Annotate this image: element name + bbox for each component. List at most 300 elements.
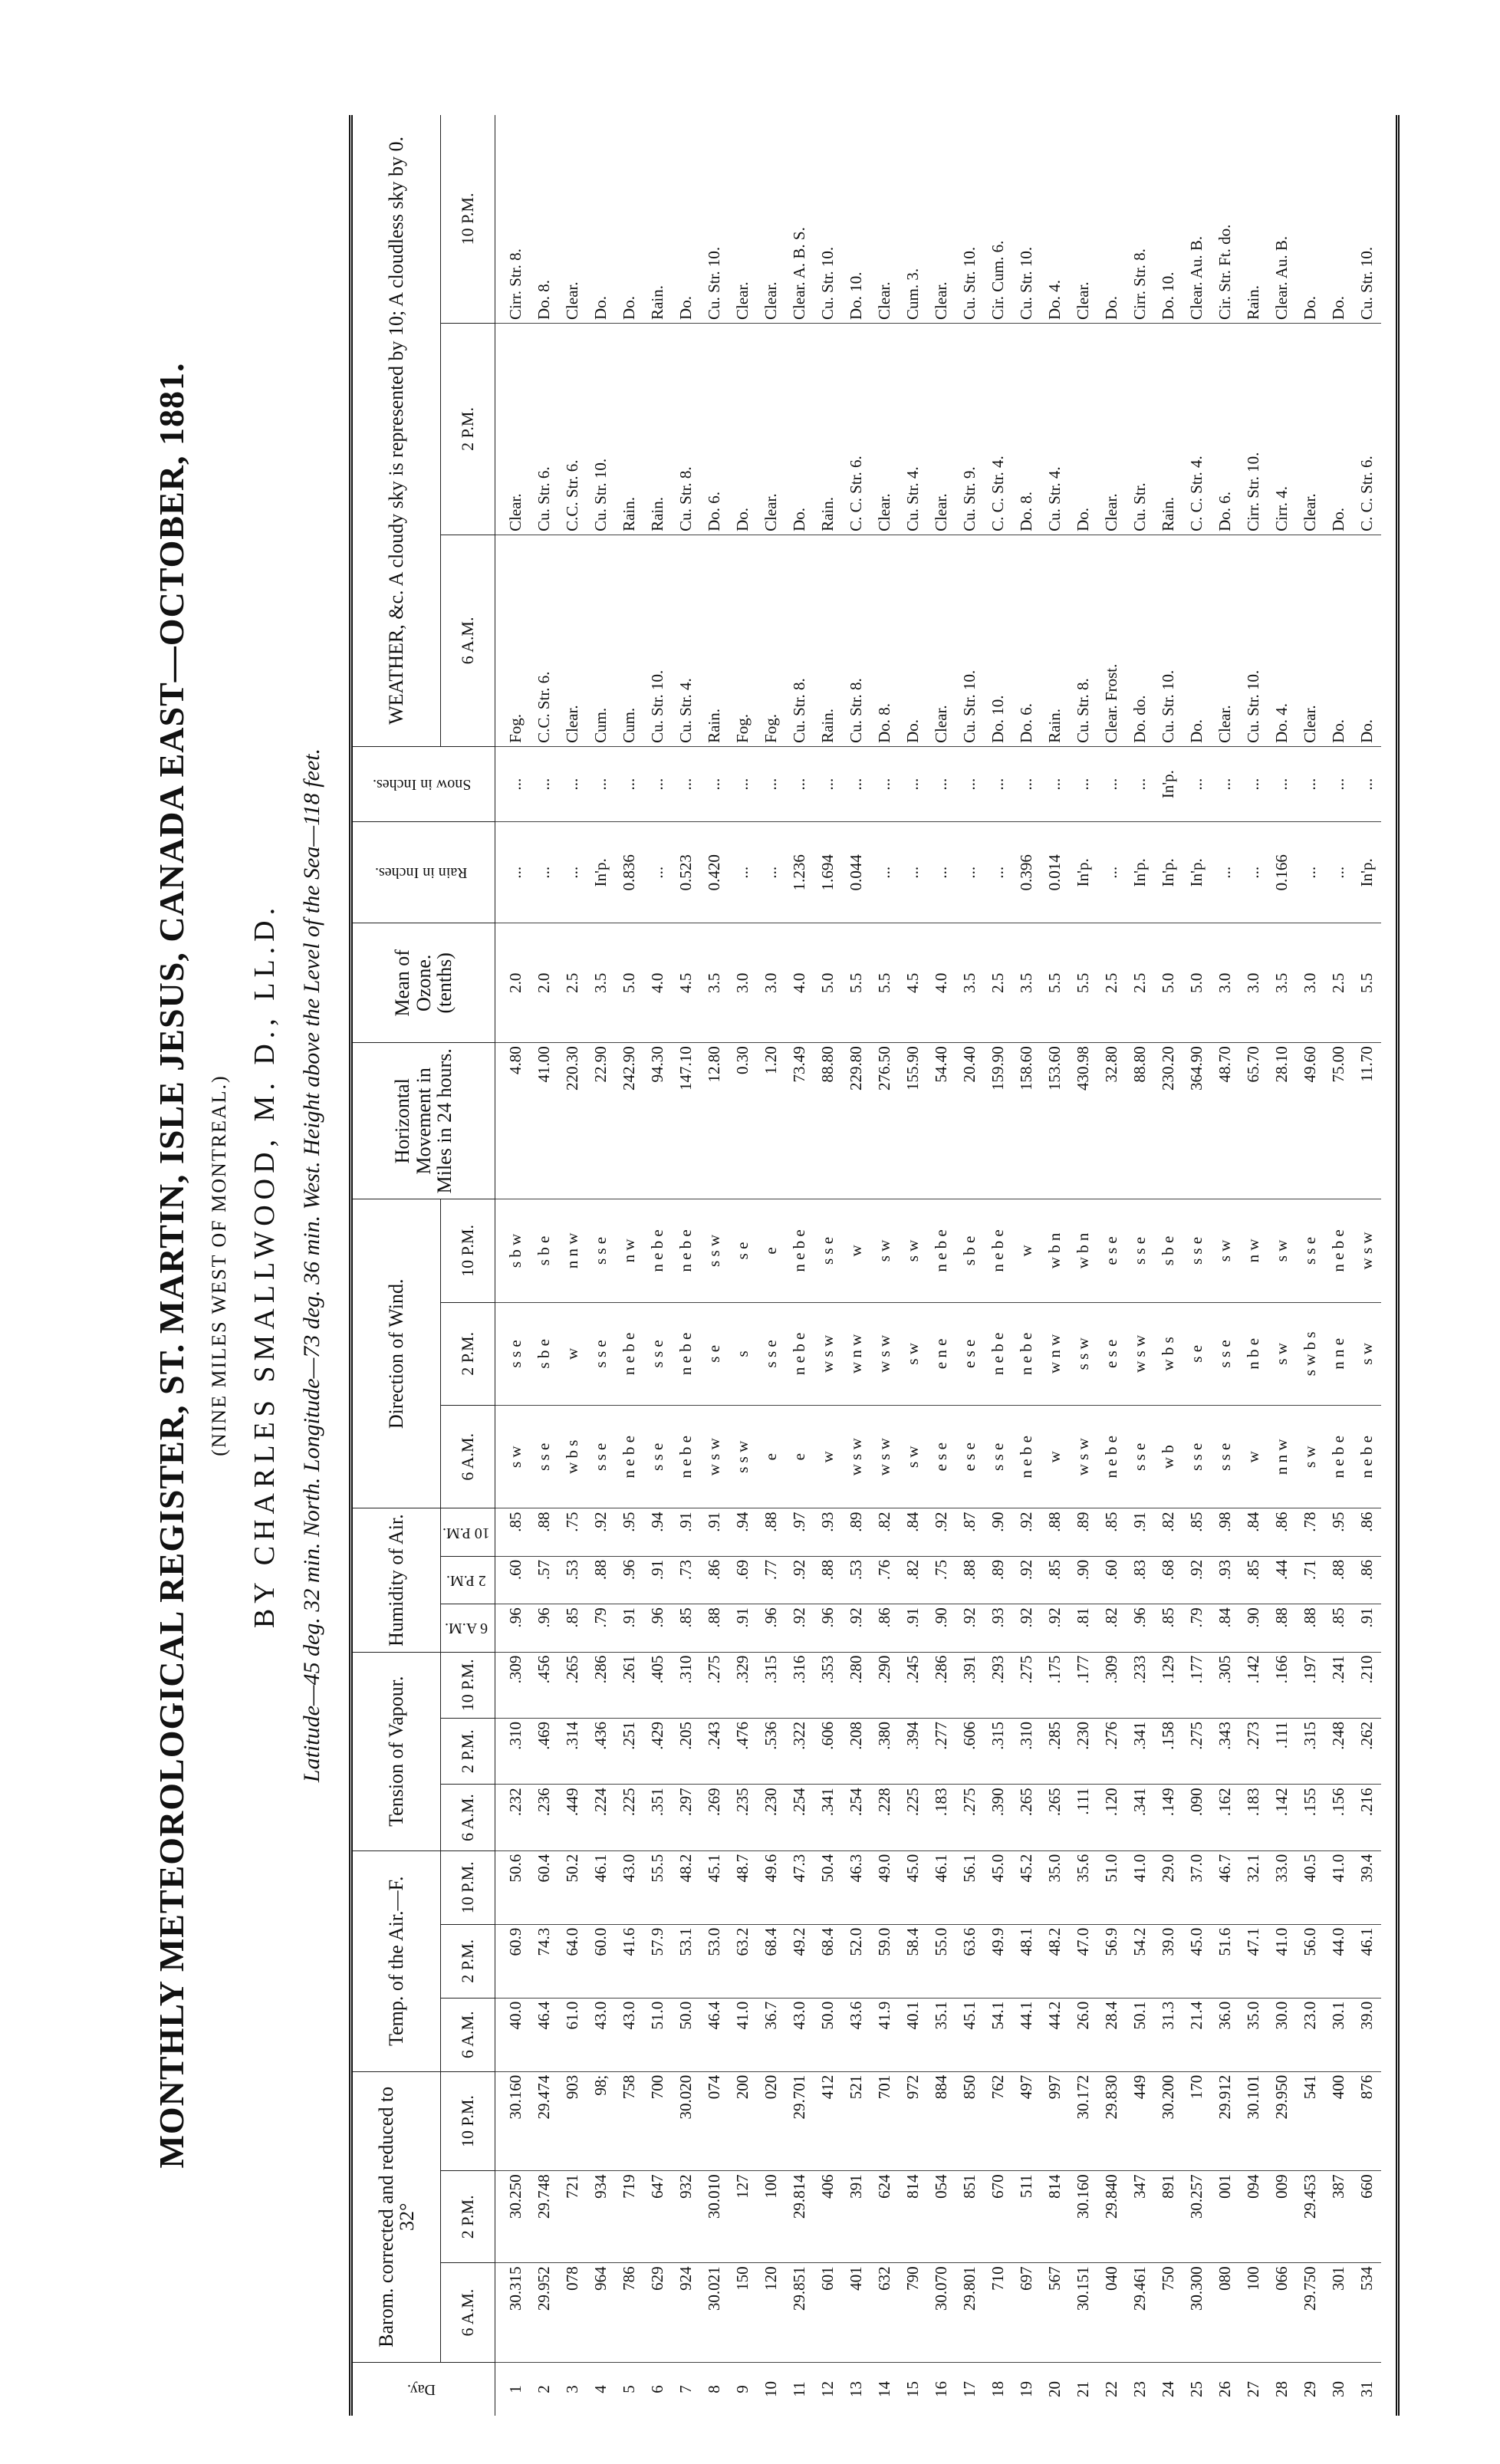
movement-cell: 276.50: [870, 1043, 899, 1199]
day-cell: 28: [1268, 2362, 1296, 2416]
temp-2pm-cell: 60.0: [587, 1924, 615, 1998]
tension-2pm-cell: .275: [1183, 1719, 1211, 1785]
weather-10pm-cell: Clear.: [732, 281, 752, 320]
sub-humidity-6am: 6 A.M.: [441, 1604, 495, 1652]
tension-2pm-cell: .322: [785, 1719, 814, 1785]
wind-6am-cell: s s e: [643, 1406, 672, 1508]
barom-2pm-cell: 511: [1012, 2171, 1041, 2263]
rain-cell: In'p.: [587, 822, 615, 923]
sub-weather-6am: 6 A.M.: [441, 535, 495, 746]
weather-10pm-cell: Cirr. Str. 8.: [505, 248, 525, 320]
weather-2pm-cell: Rain.: [643, 323, 672, 535]
barom-2pm-cell: 670: [984, 2171, 1012, 2263]
tension-6am-cell: .254: [842, 1785, 870, 1850]
table-row: [1239, 115, 1268, 2416]
ozone-cell: 2.0: [530, 923, 558, 1043]
snow-cell: ...: [558, 746, 587, 821]
day-cell: 13: [842, 2362, 870, 2416]
ozone-cell: 3.5: [1268, 923, 1296, 1043]
tension-2pm-cell: .310: [1012, 1719, 1041, 1785]
weather-10pm-cell: Do.: [590, 296, 610, 320]
temp-6am-cell: 44.1: [1012, 1998, 1041, 2071]
header-humidity: Humidity of Air.: [353, 1508, 441, 1652]
register-table-wrapper: [349, 115, 1400, 2416]
tension-10pm-cell: .316: [785, 1652, 814, 1718]
temp-2pm-cell: 55.0: [927, 1924, 956, 1998]
ozone-cell: 2.0: [495, 923, 530, 1043]
temp-2pm-cell: 46.1: [1353, 1924, 1381, 1998]
temp-10pm-cell: 35.6: [1069, 1850, 1097, 1924]
temp-10pm-cell: 29.0: [1154, 1850, 1183, 1924]
day-cell: 10: [757, 2362, 785, 2416]
tension-2pm-cell: .606: [814, 1719, 842, 1785]
wind-2pm-cell: n b e: [1239, 1302, 1268, 1405]
tension-6am-cell: .341: [814, 1785, 842, 1850]
wind-10pm-cell: s w: [1268, 1199, 1296, 1302]
wind-2pm-cell: w b s: [1154, 1302, 1183, 1405]
rain-cell: In'p.: [1154, 822, 1183, 923]
humidity-2pm-cell: .76: [870, 1556, 899, 1604]
barom-6am-cell: 301: [1324, 2263, 1353, 2363]
humidity-6am-cell: .96: [643, 1604, 672, 1652]
day-cell: 24: [1154, 2362, 1183, 2416]
temp-2pm-cell: 44.0: [1324, 1924, 1353, 1998]
tension-10pm-cell: .315: [757, 1652, 785, 1718]
barom-6am-cell: 629: [643, 2263, 672, 2363]
snow-cell: ...: [1239, 746, 1268, 821]
rain-cell: ...: [1296, 822, 1324, 923]
barom-6am-cell: 29.801: [956, 2263, 984, 2363]
day-cell: 8: [700, 2362, 729, 2416]
tension-6am-cell: .224: [587, 1785, 615, 1850]
temp-2pm-cell: 56.9: [1097, 1924, 1126, 1998]
temp-2pm-cell: 59.0: [870, 1924, 899, 1998]
ozone-cell: 5.0: [1154, 923, 1183, 1043]
temp-6am-cell: 50.0: [814, 1998, 842, 2071]
snow-cell: ...: [984, 746, 1012, 821]
barom-6am-cell: 120: [757, 2263, 785, 2363]
wind-2pm-cell: s s e: [1211, 1302, 1239, 1405]
barom-6am-cell: 29.952: [530, 2263, 558, 2363]
snow-cell: ...: [899, 746, 927, 821]
humidity-2pm-cell: .86: [700, 1556, 729, 1604]
tension-2pm-cell: .314: [558, 1719, 587, 1785]
wind-6am-cell: w s w: [1069, 1406, 1097, 1508]
weather-6am-cell: Do.: [899, 535, 927, 746]
temp-10pm-cell: 55.5: [643, 1850, 672, 1924]
tension-2pm-cell: .315: [1296, 1719, 1324, 1785]
wind-10pm-cell: s s e: [587, 1199, 615, 1302]
barom-2pm-cell: 29.453: [1296, 2171, 1324, 2263]
weather-10pm-cell: Do.: [676, 296, 695, 320]
temp-10pm-cell: 32.1: [1239, 1850, 1268, 1924]
ozone-cell: 3.0: [1239, 923, 1268, 1043]
humidity-6am-cell: .91: [899, 1604, 927, 1652]
barom-2pm-cell: 29.814: [785, 2171, 814, 2263]
humidity-10pm-cell: .98: [1211, 1508, 1239, 1556]
wind-6am-cell: s s e: [587, 1406, 615, 1508]
barom-2pm-cell: 721: [558, 2171, 587, 2263]
snow-cell: ...: [1183, 746, 1211, 821]
tension-6am-cell: .111: [1069, 1785, 1097, 1850]
wind-2pm-cell: n e b e: [672, 1302, 700, 1405]
tension-6am-cell: .351: [643, 1785, 672, 1850]
wind-2pm-cell: w n w: [1041, 1302, 1069, 1405]
tension-2pm-cell: .315: [984, 1719, 1012, 1785]
weather-10pm-cell: Cu. Str. 10.: [704, 246, 723, 320]
wind-6am-cell: n e b e: [672, 1406, 700, 1508]
day-cell: 21: [1069, 2362, 1097, 2416]
wind-2pm-cell: s w b s: [1296, 1302, 1324, 1405]
weather-10pm-cell: Cir. Str. Ft. do.: [1215, 224, 1234, 320]
humidity-10pm-cell: .85: [1183, 1508, 1211, 1556]
temp-2pm-cell: 52.0: [842, 1924, 870, 1998]
weather-2pm-cell: Cu. Str. 10.: [587, 323, 615, 535]
table-row: [672, 115, 700, 2416]
tension-10pm-cell: .166: [1268, 1652, 1296, 1718]
movement-cell: 94.30: [643, 1043, 672, 1199]
weather-10pm-cell: Cir. Cum. 6.: [988, 240, 1007, 320]
table-row: [1126, 115, 1154, 2416]
tension-2pm-cell: .436: [587, 1719, 615, 1785]
barom-6am-cell: 786: [615, 2263, 643, 2363]
humidity-2pm-cell: .92: [785, 1556, 814, 1604]
rain-cell: 0.836: [615, 822, 643, 923]
barom-10pm-cell: 29.701: [785, 2071, 814, 2171]
humidity-10pm-cell: .88: [530, 1508, 558, 1556]
wind-6am-cell: s s e: [1211, 1406, 1239, 1508]
rain-cell: ...: [643, 822, 672, 923]
ozone-cell: 4.5: [672, 923, 700, 1043]
snow-cell: ...: [1069, 746, 1097, 821]
wind-10pm-cell: n e b e: [1324, 1199, 1353, 1302]
wind-6am-cell: s w: [899, 1406, 927, 1508]
barom-10pm-cell: 30.172: [1069, 2071, 1097, 2171]
wind-10pm-cell: w b n: [1069, 1199, 1097, 1302]
temp-6am-cell: 30.1: [1324, 1998, 1353, 2071]
wind-6am-cell: s w: [495, 1406, 530, 1508]
movement-cell: 1.20: [757, 1043, 785, 1199]
tension-10pm-cell: .293: [984, 1652, 1012, 1718]
weather-6am-cell: Do. 6.: [1012, 535, 1041, 746]
barom-2pm-cell: 814: [899, 2171, 927, 2263]
wind-6am-cell: e s e: [956, 1406, 984, 1508]
barom-10pm-cell: 074: [700, 2071, 729, 2171]
barom-2pm-cell: 100: [757, 2171, 785, 2263]
temp-2pm-cell: 45.0: [1183, 1924, 1211, 1998]
humidity-2pm-cell: .60: [495, 1556, 530, 1604]
weather-2pm-cell: Cu. Str. 4.: [899, 323, 927, 535]
ozone-cell: 2.5: [1324, 923, 1353, 1043]
barom-6am-cell: 29.851: [785, 2263, 814, 2363]
tension-6am-cell: .265: [1012, 1785, 1041, 1850]
table-row: [842, 115, 870, 2416]
humidity-10pm-cell: .93: [814, 1508, 842, 1556]
weather-2pm-cell: Rain.: [1154, 323, 1183, 535]
barom-10pm-cell: 701: [870, 2071, 899, 2171]
movement-cell: 20.40: [956, 1043, 984, 1199]
tension-10pm-cell: .265: [558, 1652, 587, 1718]
temp-10pm-cell: 41.0: [1126, 1850, 1154, 1924]
barom-10pm-cell: 30.160: [495, 2071, 530, 2171]
wind-2pm-cell: s e: [1183, 1302, 1211, 1405]
wind-6am-cell: n n w: [1268, 1406, 1296, 1508]
tension-6am-cell: .183: [927, 1785, 956, 1850]
wind-2pm-cell: s s e: [495, 1302, 530, 1405]
barom-10pm-cell: 412: [814, 2071, 842, 2171]
weather-2pm-cell: C. C. Str. 4.: [984, 323, 1012, 535]
humidity-10pm-cell: .95: [1324, 1508, 1353, 1556]
sub-barom-6am: 6 A.M.: [441, 2263, 495, 2363]
movement-cell: 32.80: [1097, 1043, 1126, 1199]
barom-10pm-cell: 30.020: [672, 2071, 700, 2171]
snow-cell: ...: [672, 746, 700, 821]
day-cell: 19: [1012, 2362, 1041, 2416]
tension-10pm-cell: .177: [1069, 1652, 1097, 1718]
humidity-6am-cell: .96: [814, 1604, 842, 1652]
rain-cell: In'p.: [1183, 822, 1211, 923]
humidity-10pm-cell: .84: [1239, 1508, 1268, 1556]
movement-cell: 153.60: [1041, 1043, 1069, 1199]
movement-cell: 12.80: [700, 1043, 729, 1199]
temp-2pm-cell: 57.9: [643, 1924, 672, 1998]
humidity-2pm-cell: .88: [956, 1556, 984, 1604]
wind-6am-cell: e s e: [927, 1406, 956, 1508]
snow-cell: ...: [1353, 746, 1381, 821]
temp-6am-cell: 36.0: [1211, 1998, 1239, 2071]
tension-10pm-cell: .241: [1324, 1652, 1353, 1718]
snow-cell: ...: [1012, 746, 1041, 821]
tension-10pm-cell: .275: [1012, 1652, 1041, 1718]
weather-2pm-cell: Do. 8.: [1012, 323, 1041, 535]
barom-6am-cell: 078: [558, 2263, 587, 2363]
table-row: [643, 115, 672, 2416]
weather-6am-cell: Clear.: [1211, 535, 1239, 746]
weather-10pm-cell: Do. 10.: [846, 271, 865, 320]
temp-6am-cell: 39.0: [1353, 1998, 1381, 2071]
tension-10pm-cell: .275: [700, 1652, 729, 1718]
register-rows: [495, 115, 1381, 2416]
weather-10pm-cell: Do.: [1328, 296, 1347, 320]
humidity-2pm-cell: .96: [615, 1556, 643, 1604]
temp-6am-cell: 51.0: [643, 1998, 672, 2071]
weather-10pm-cell: Cu. Str. 10.: [1357, 246, 1376, 320]
movement-cell: 48.70: [1211, 1043, 1239, 1199]
table-row: [558, 115, 587, 2416]
tension-10pm-cell: .210: [1353, 1652, 1381, 1718]
snow-cell: ...: [1268, 746, 1296, 821]
wind-2pm-cell: s b e: [530, 1302, 558, 1405]
barom-10pm-cell: 400: [1324, 2071, 1353, 2171]
barom-10pm-cell: 903: [558, 2071, 587, 2171]
temp-10pm-cell: 45.0: [984, 1850, 1012, 1924]
tension-6am-cell: .228: [870, 1785, 899, 1850]
tension-2pm-cell: .158: [1154, 1719, 1183, 1785]
movement-cell: 0.30: [729, 1043, 757, 1199]
table-row: [757, 115, 785, 2416]
weather-6am-cell: Do.: [1353, 535, 1381, 746]
wind-10pm-cell: s s w: [700, 1199, 729, 1302]
tension-6am-cell: .149: [1154, 1785, 1183, 1850]
temp-2pm-cell: 49.9: [984, 1924, 1012, 1998]
barom-6am-cell: 30.021: [700, 2263, 729, 2363]
wind-10pm-cell: w: [842, 1199, 870, 1302]
humidity-2pm-cell: .88: [814, 1556, 842, 1604]
header-barometer: Barom. corrected and reduced to 32°: [353, 2071, 441, 2362]
barom-2pm-cell: 814: [1041, 2171, 1069, 2263]
movement-cell: 75.00: [1324, 1043, 1353, 1199]
tension-10pm-cell: .329: [729, 1652, 757, 1718]
temp-6am-cell: 40.0: [495, 1998, 530, 2071]
wind-10pm-cell: n e b e: [927, 1199, 956, 1302]
humidity-6am-cell: .93: [984, 1604, 1012, 1652]
humidity-10pm-cell: .82: [1154, 1508, 1183, 1556]
header-snow: Snow in Inches.: [353, 746, 495, 821]
humidity-2pm-cell: .77: [757, 1556, 785, 1604]
table-row: [1211, 115, 1239, 2416]
tension-2pm-cell: .248: [1324, 1719, 1353, 1785]
temp-6am-cell: 54.1: [984, 1998, 1012, 2071]
table-row: [1012, 115, 1041, 2416]
ozone-cell: 5.0: [814, 923, 842, 1043]
day-cell: 7: [672, 2362, 700, 2416]
movement-cell: 54.40: [927, 1043, 956, 1199]
humidity-10pm-cell: .78: [1296, 1508, 1324, 1556]
sub-wind-6am: 6 A.M.: [441, 1406, 495, 1508]
temp-2pm-cell: 68.4: [814, 1924, 842, 1998]
snow-cell: ...: [729, 746, 757, 821]
humidity-10pm-cell: .92: [927, 1508, 956, 1556]
header-tension: Tension of Vapour.: [353, 1652, 441, 1850]
table-row: [899, 115, 927, 2416]
temp-2pm-cell: 74.3: [530, 1924, 558, 1998]
weather-6am-cell: Clear. Frost.: [1097, 535, 1126, 746]
wind-10pm-cell: w s w: [1353, 1199, 1381, 1302]
tension-2pm-cell: .394: [899, 1719, 927, 1785]
snow-cell: ...: [615, 746, 643, 821]
humidity-2pm-cell: .86: [1353, 1556, 1381, 1604]
barom-6am-cell: 750: [1154, 2263, 1183, 2363]
page-subtitle: (NINE MILES WEST OF MONTREAL.): [208, 1074, 230, 1456]
weather-2pm-cell: Do.: [729, 323, 757, 535]
day-cell: 23: [1126, 2362, 1154, 2416]
wind-6am-cell: s s w: [729, 1406, 757, 1508]
temp-6am-cell: 41.9: [870, 1998, 899, 2071]
barom-6am-cell: 790: [899, 2263, 927, 2363]
temp-2pm-cell: 51.6: [1211, 1924, 1239, 1998]
barom-6am-cell: 066: [1268, 2263, 1296, 2363]
temp-10pm-cell: 50.4: [814, 1850, 842, 1924]
wind-6am-cell: s s e: [1183, 1406, 1211, 1508]
weather-2pm-cell: Do.: [1324, 323, 1353, 535]
weather-6am-cell: Do.: [1183, 535, 1211, 746]
tension-2pm-cell: .230: [1069, 1719, 1097, 1785]
temp-10pm-cell: 45.1: [700, 1850, 729, 1924]
weather-2pm-cell: Clear.: [927, 323, 956, 535]
rain-cell: ...: [530, 822, 558, 923]
barom-10pm-cell: 30.101: [1239, 2071, 1268, 2171]
weather-10pm-cell: Clear.: [761, 281, 780, 320]
location-line: Latitude—45 deg. 32 min. North. Longitude—73 deg. 36 min. West. Height above the Level of the Sea—118 feet.: [299, 748, 324, 1783]
humidity-2pm-cell: .75: [927, 1556, 956, 1604]
wind-6am-cell: w: [1239, 1406, 1268, 1508]
humidity-6am-cell: .96: [757, 1604, 785, 1652]
temp-10pm-cell: 49.6: [757, 1850, 785, 1924]
temp-10pm-cell: 50.6: [495, 1850, 530, 1924]
tension-2pm-cell: .343: [1211, 1719, 1239, 1785]
wind-10pm-cell: s b e: [530, 1199, 558, 1302]
barom-2pm-cell: 30.257: [1183, 2171, 1211, 2263]
humidity-10pm-cell: .82: [870, 1508, 899, 1556]
tension-10pm-cell: .305: [1211, 1652, 1239, 1718]
rain-cell: ...: [870, 822, 899, 923]
wind-10pm-cell: s s e: [814, 1199, 842, 1302]
day-cell: 17: [956, 2362, 984, 2416]
wind-2pm-cell: s s e: [643, 1302, 672, 1405]
wind-10pm-cell: s s e: [1296, 1199, 1324, 1302]
movement-cell: 147.10: [672, 1043, 700, 1199]
wind-10pm-cell: n w: [1239, 1199, 1268, 1302]
barom-6am-cell: 697: [1012, 2263, 1041, 2363]
humidity-2pm-cell: .68: [1154, 1556, 1183, 1604]
weather-10pm-cell: Cu. Str. 10.: [1016, 246, 1035, 320]
temp-10pm-cell: 60.4: [530, 1850, 558, 1924]
wind-10pm-cell: w b n: [1041, 1199, 1069, 1302]
day-cell: 14: [870, 2362, 899, 2416]
weather-10pm-cell: Clear.: [931, 281, 950, 320]
table-row: [729, 115, 757, 2416]
weather-10pm-cell: Clear.: [874, 281, 893, 320]
movement-cell: 4.80: [495, 1043, 530, 1199]
humidity-6am-cell: .85: [672, 1604, 700, 1652]
tension-10pm-cell: .245: [899, 1652, 927, 1718]
humidity-10pm-cell: .91: [1126, 1508, 1154, 1556]
temp-2pm-cell: 53.1: [672, 1924, 700, 1998]
ozone-cell: 5.0: [1183, 923, 1211, 1043]
table-row: [1041, 115, 1069, 2416]
rain-cell: In'p.: [1126, 822, 1154, 923]
tension-6am-cell: .269: [700, 1785, 729, 1850]
tension-6am-cell: .230: [757, 1785, 785, 1850]
temp-6am-cell: 41.0: [729, 1998, 757, 2071]
table-row: [927, 115, 956, 2416]
day-cell: 22: [1097, 2362, 1126, 2416]
snow-cell: ...: [757, 746, 785, 821]
snow-cell: ...: [956, 746, 984, 821]
temp-2pm-cell: 53.0: [700, 1924, 729, 1998]
wind-6am-cell: w b: [1154, 1406, 1183, 1508]
wind-2pm-cell: n e b e: [785, 1302, 814, 1405]
tension-6am-cell: .390: [984, 1785, 1012, 1850]
movement-cell: 88.80: [814, 1043, 842, 1199]
ozone-cell: 3.0: [1296, 923, 1324, 1043]
rain-cell: ...: [729, 822, 757, 923]
temp-6am-cell: 43.0: [587, 1998, 615, 2071]
wind-2pm-cell: s w: [1353, 1302, 1381, 1405]
temp-10pm-cell: 46.1: [927, 1850, 956, 1924]
temp-6am-cell: 35.0: [1239, 1998, 1268, 2071]
humidity-6am-cell: .91: [615, 1604, 643, 1652]
wind-6am-cell: n e b e: [1012, 1406, 1041, 1508]
humidity-2pm-cell: .44: [1268, 1556, 1296, 1604]
humidity-10pm-cell: .94: [729, 1508, 757, 1556]
wind-2pm-cell: n n e: [1324, 1302, 1353, 1405]
table-row: [615, 115, 643, 2416]
temp-6am-cell: 35.1: [927, 1998, 956, 2071]
temp-6am-cell: 23.0: [1296, 1998, 1324, 2071]
wind-10pm-cell: n e b e: [984, 1199, 1012, 1302]
barom-6am-cell: 30.315: [495, 2263, 530, 2363]
